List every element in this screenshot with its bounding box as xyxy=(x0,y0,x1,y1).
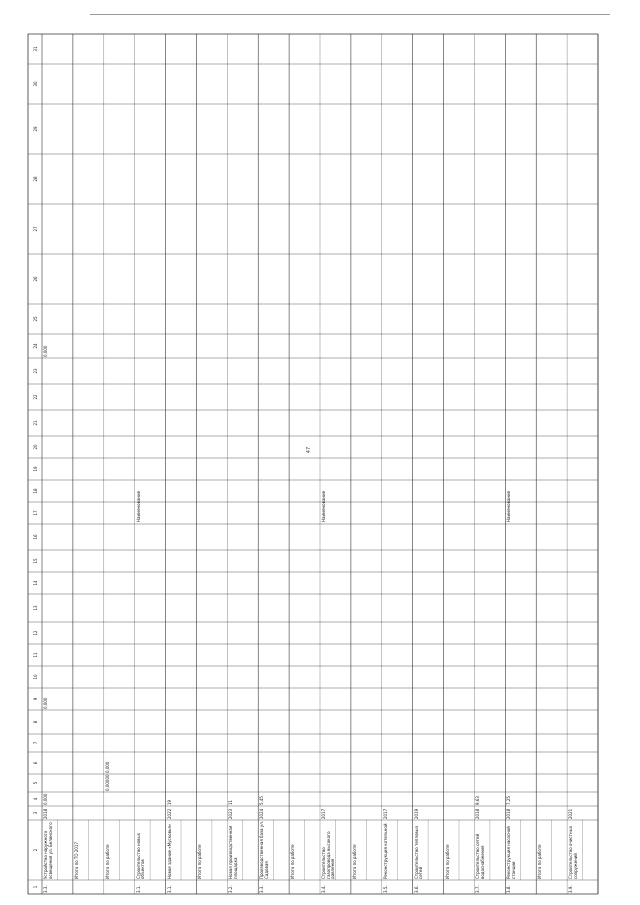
table-cell-name: Строительство новых объектов xyxy=(135,833,146,879)
section-label: Наименование xyxy=(135,490,141,522)
table-cell-tail: 0,000 xyxy=(43,345,48,357)
table-cell-year: 2018 xyxy=(506,808,512,819)
column-number: 24 xyxy=(33,343,38,349)
table-cell-name: Итого по работе xyxy=(197,844,203,879)
column-number: 1 xyxy=(33,885,38,889)
table-cell-name: Итого по ТО 2017 xyxy=(73,842,79,879)
column-number: 2 xyxy=(33,848,38,852)
column-number: 29 xyxy=(33,126,38,132)
column-number: 18 xyxy=(33,488,38,494)
table-cell-no: 3.1. xyxy=(166,885,172,893)
table-cell-name: Строительство тепловых сетей xyxy=(413,825,424,879)
table-cell-name: Строительство очистных сооружений xyxy=(568,825,578,879)
column-number: 12 xyxy=(33,630,38,636)
table-cell-v1: 5,45 xyxy=(259,796,265,805)
table-cell-no: 3.7. xyxy=(475,885,481,893)
table-cell-year: 2019 xyxy=(413,808,419,819)
section-label: Наименование xyxy=(506,490,512,522)
table-cell-no: 3.9. xyxy=(568,885,574,893)
column-number: 21 xyxy=(33,420,38,426)
table-cell-no: 3.1. xyxy=(135,885,141,893)
table-cell-v1: 0,000 xyxy=(43,793,48,805)
table-cell-name: Итого по работе xyxy=(290,844,296,879)
table-cell-year: 2024 xyxy=(259,808,265,819)
table-cell-year: 2021 xyxy=(568,808,574,819)
column-number: 7 xyxy=(33,741,38,745)
column-number: 11 xyxy=(33,652,38,658)
table-cell-v1: 9,63 xyxy=(475,796,481,805)
section-label: Наименование xyxy=(321,490,326,522)
table-cell-no: 3.2. xyxy=(228,885,234,893)
table-cell-no: 3.3. xyxy=(43,885,48,893)
table-cell-name: Реконструкция котельной xyxy=(382,823,388,879)
table-cell-no: 3.6. xyxy=(413,885,419,893)
table-cell-year: 2017 xyxy=(382,808,388,819)
table-cell-name: Итого по работе xyxy=(537,844,543,879)
column-number: 4 xyxy=(33,797,38,801)
column-number: 5 xyxy=(33,781,38,785)
column-number: 9 xyxy=(33,697,38,701)
table-cell-year: 2022 xyxy=(166,808,172,819)
table-cell-no: 3.8. xyxy=(506,885,512,893)
column-number: 15 xyxy=(33,558,38,564)
table-cell-v5: 0,000 xyxy=(43,697,48,709)
table-cell-no: 3.3. xyxy=(259,885,265,893)
table-cell-name: Итого по работе xyxy=(104,844,110,879)
table-cell-v1: 11 xyxy=(228,799,234,805)
column-number: 8 xyxy=(33,720,38,724)
table-cell-name: Устройство наружного освещения ул. Белинского xyxy=(43,822,53,879)
table-cell-year: 2018 xyxy=(43,808,48,819)
table-cell-name: Реконструкция насосной станции xyxy=(506,826,516,879)
table-cell-name: Новая производственная площадка xyxy=(228,825,238,879)
table-cell-name: Итого по работе xyxy=(351,844,357,879)
column-number: 19 xyxy=(33,466,38,472)
column-number: 16 xyxy=(33,534,38,540)
scan-edge-line xyxy=(90,14,610,15)
table-cell-no: 3.4. xyxy=(321,885,326,893)
column-number: 14 xyxy=(33,580,38,586)
column-number: 22 xyxy=(33,394,38,400)
table-cell-year: 2023 xyxy=(228,808,234,819)
table-cell-name: Строительство газопровода высокого давления xyxy=(321,831,336,879)
table-cell-v1: 19 xyxy=(166,799,172,805)
table-cell-name: Новое здание «Мусковья» xyxy=(166,823,172,879)
table-cell-v2: 0,00000 xyxy=(104,774,110,791)
table-cell-name: Итого по работе xyxy=(444,844,450,879)
table-cell-v1: 7,25 xyxy=(506,796,512,805)
column-number: 25 xyxy=(33,316,38,322)
column-number: 26 xyxy=(33,276,38,282)
data-table xyxy=(28,34,598,894)
column-number: 27 xyxy=(33,226,38,232)
table-cell-name: Строительство сетей водоснабжения xyxy=(475,833,486,879)
table-cell-year: 2017 xyxy=(321,808,326,819)
table-cell-no: 3.5. xyxy=(382,885,388,893)
column-number: 30 xyxy=(33,81,38,87)
column-number: 17 xyxy=(33,510,38,516)
column-number: 31 xyxy=(33,46,38,52)
table-cell-v3: 0,000 xyxy=(104,761,110,773)
page-number: 47 xyxy=(306,446,313,454)
column-number: 10 xyxy=(33,674,38,680)
column-number: 28 xyxy=(33,176,38,182)
rotated-table-area xyxy=(28,34,598,894)
table-cell-year: 2018 xyxy=(475,808,481,819)
table-cell-name: Производственная база ул. Садовая xyxy=(259,821,269,879)
column-number: 20 xyxy=(33,444,38,450)
column-number: 13 xyxy=(33,605,38,611)
column-number: 23 xyxy=(33,368,38,374)
column-number: 3 xyxy=(33,811,38,815)
column-number: 6 xyxy=(33,761,38,765)
table-grid xyxy=(28,34,598,894)
